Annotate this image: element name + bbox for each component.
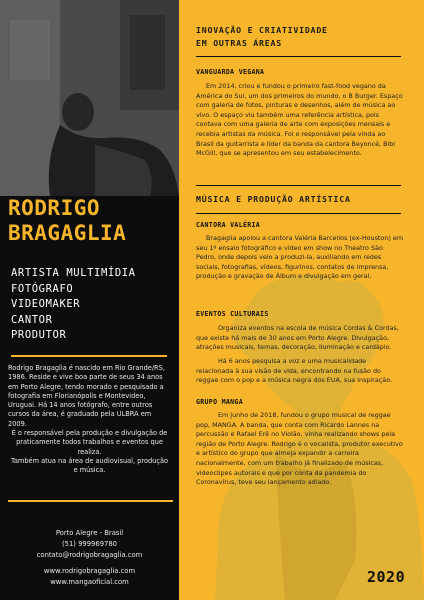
email-link[interactable]: contato@rodrigobragaglia.com [36, 551, 143, 559]
section-title [196, 24, 328, 50]
section-title-line: INOVAÇÃO E CRIATIVIDADE [196, 25, 328, 35]
divider [8, 500, 173, 502]
location: Porto Alegre - Brasil [55, 529, 124, 537]
subheading: GRUPO MANGA [196, 398, 243, 406]
divider [196, 185, 401, 186]
paragraph: Há 6 anos pesquisa a voz e uma musicalidade relacionada à sua visão de vida, encontrando na fusão do reggae com o pop e a música negra dos EUA, sua inspiração. [196, 357, 393, 385]
paragraph: Organiza eventos na escola de música Cordas & Cordas, que existe há mais de 30 anos em Porto Alegre. Divulgação, atrações musicais, temas, decoração, iluminação e cardápio. [196, 324, 399, 352]
bio-paragraph: Também atua na área de audiovisual, produção e música. [10, 456, 169, 475]
role-item: ARTISTA MULTIMÍDIA [11, 267, 136, 279]
divider [196, 56, 401, 57]
name-line1: RODRIGO [8, 196, 101, 220]
bio [8, 364, 171, 476]
role-item: PRODUTOR [11, 329, 67, 341]
role-item: FOTÓGRAFO [11, 282, 74, 295]
portrait-photo [0, 0, 179, 196]
subheading: CANTORA VALÉRIA [196, 221, 261, 229]
bio-paragraph: Rodrigo Bragaglia é nascido em Rio Grande/RS, 1986. Reside e vive boa parte de seus 34 anos em Porto Alegre, tendo morado e pesquisado a fotografia em Florianópolis e Montevideo, Uruguai. Há 14 anos fotógrafo, entre outros cursos da área, é graduado pela ULBRA em 2009. [8, 364, 165, 428]
website-link[interactable]: www.mangaoficial.com [50, 578, 129, 586]
portrait-photo-drawing [0, 0, 179, 196]
websites [0, 566, 179, 588]
paragraph: Em 2014, criou e fundou o primeiro fast-food vegano da América do Sul, um dos primeiros do mundo, o B Burger. Espaço com galeria de fotos, pinturas e desenhos, além de música ao vivo. O espaço viu também uma referência artística, pois contava com uma galeria de arte com exposições mensais e recebia artistas da música. Foi o responsável pela vinda ao Brasil da guitarrista e líder da banda da cantora Beyoncé, Bibi McGill, que se apresentou em seu estabelecimento. [196, 82, 403, 158]
name-line2: BRAGAGLIA [8, 221, 127, 245]
sidebar-panel [0, 0, 179, 600]
paragraph: Em junho de 2018, fundou o grupo musical de reggae pop, MANGA. A banda, que conta com Ricardo Lannes na percussão e Rafael Erê no Violão, vinha realizando shows pela região de Porto Alegre. Rodrigo é o vocalista, produtor executivo e artístico do grupo que almeja expandir a carreira nacionalmente, com um trabalho já finalizado de músicas, videoclipes autorais e que por conta da pandemia do Coronavírus, teve seu lançamento adiado. [196, 411, 403, 487]
divider [196, 213, 401, 214]
website-link[interactable]: www.rodrigobragaglia.com [43, 567, 136, 575]
contact-info [0, 528, 179, 561]
role-item: CANTOR [11, 313, 53, 326]
bio-paragraph: É o responsável pela produção e divulgação de praticamente todos trabalhos e eventos que realiza. [11, 429, 168, 456]
phone: (51) 999969780 [61, 540, 118, 548]
year-label: 2020 [367, 568, 406, 586]
section-title: MÚSICA E PRODUÇÃO ARTÍSTICA [196, 194, 351, 204]
person-name [8, 196, 173, 246]
role-item: VIDEOMAKER [11, 298, 81, 310]
roles-list [11, 266, 136, 344]
divider [11, 355, 167, 357]
section-title-line: EM OUTRAS ÁREAS [196, 38, 282, 48]
subheading: VANGUARDA VEGANA [196, 68, 265, 76]
subheading: EVENTOS CULTURAIS [196, 310, 269, 318]
paragraph: Bragaglia apoiou a cantora Valéria Barcellos (ex-Houston) em seu 1º ensaio fotográfico e vídeo em show no Theatro São Pedro, onde depois veio a produzi-la, auxiliando em redes sociais, fotografias, vídeos, figurinos, contatos de imprensa, produção e gravação de Álbum e divulgação em geral. [196, 234, 404, 281]
